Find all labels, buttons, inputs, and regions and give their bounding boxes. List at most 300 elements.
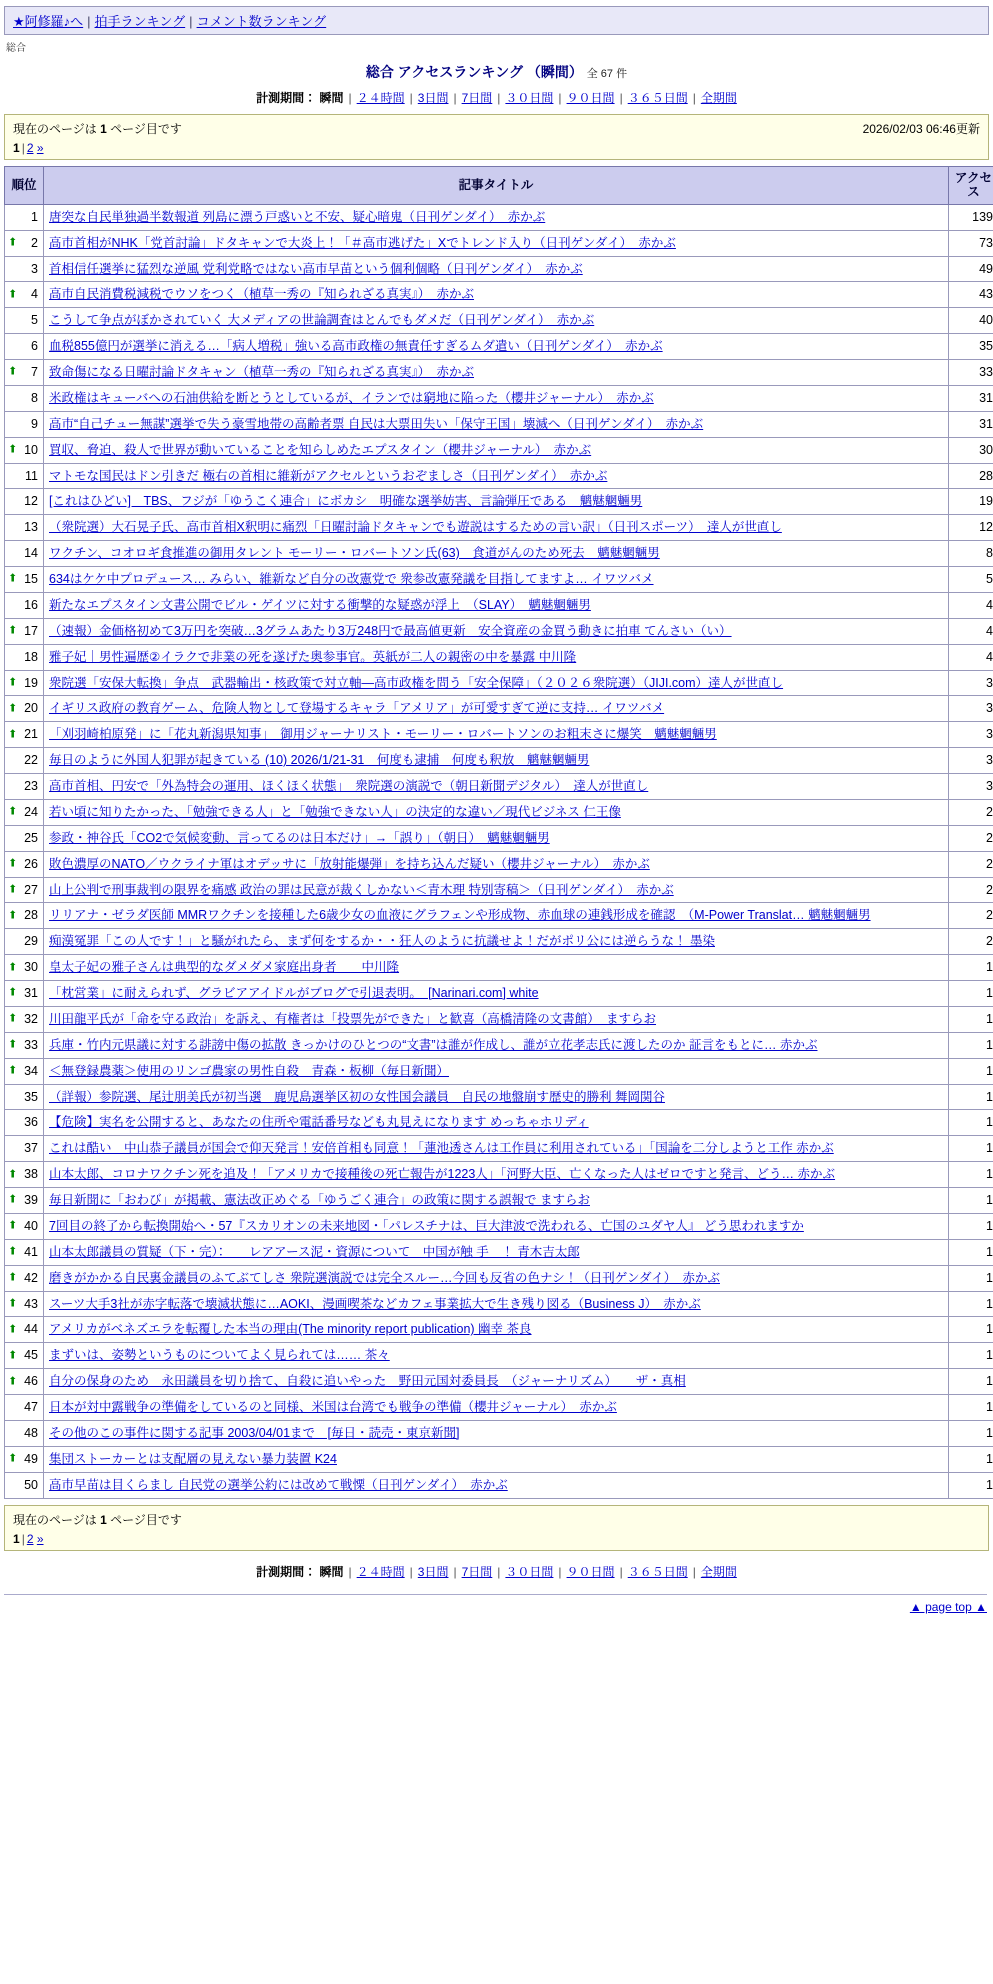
- article-link[interactable]: [これはひどい] TBS、フジが「ゆうこく連合」にボカシ 明確な選挙妨害、言論弾圧である 魑魅魍魎男: [49, 494, 643, 509]
- rank-cell: [5, 618, 44, 644]
- period-label: 計測期間：: [256, 91, 317, 105]
- article-link[interactable]: 高市首相、円安で「外為特会の運用、ほくほく状態」 衆院選の演説で（朝日新聞デジタル） 達人が世直し: [49, 779, 649, 793]
- access-count-cell: 19: [949, 489, 993, 515]
- nav-link-comment-ranking[interactable]: コメント数ランキング: [196, 14, 327, 29]
- article-link[interactable]: こうして争点がぼかされていく 大メディアの世論調査はとんでもダメだ（日刊ゲンダイ） 赤かぶ: [49, 313, 595, 328]
- breadcrumb: 総合: [6, 43, 26, 54]
- table-row: [5, 1472, 993, 1498]
- access-count-cell: 31: [949, 385, 993, 411]
- rank-up-arrow-icon: ⬆: [8, 1168, 18, 1181]
- rank-cell: [5, 463, 44, 489]
- top-navigation: [4, 6, 989, 35]
- title-cell: [44, 282, 949, 308]
- title-cell: [44, 437, 949, 463]
- article-link[interactable]: 「刈羽崎柏原発」に「花丸新潟県知事」 御用ジャーナリスト・モーリー・ロバートソンのお粗末さに爆笑 魑魅魍魎男: [49, 727, 717, 742]
- table-row: [5, 282, 993, 308]
- title-cell: [44, 877, 949, 903]
- rank-cell: [5, 929, 44, 955]
- rank-cell: [5, 1395, 44, 1421]
- table-row: [5, 541, 993, 567]
- table-row: [5, 1317, 993, 1343]
- access-count-cell: 28: [949, 463, 993, 489]
- access-count-cell: 2: [949, 799, 993, 825]
- page-info-number: 1: [100, 122, 107, 136]
- title-cell: [44, 256, 949, 282]
- table-row: [5, 618, 993, 644]
- article-link[interactable]: 痴漢冤罪「この人です！」と騒がれたら、まず何をするか・・狂人のように抗議せよ！だがポリ公には逆らうな！ 墨染: [49, 934, 715, 949]
- title-cell: [44, 360, 949, 386]
- article-link[interactable]: 高市“自己チュー無謀”選挙で失う豪雪地帯の高齢者票 自民は大票田失い「保守王国」壊滅へ（日刊ゲンダイ） 赤かぶ: [49, 416, 704, 431]
- table-row: [5, 1162, 993, 1188]
- rank-number: 34: [24, 1063, 38, 1078]
- title-cell: [44, 1058, 949, 1084]
- table-row: [5, 955, 993, 981]
- title-cell: [44, 618, 949, 644]
- table-row: [5, 1343, 993, 1369]
- title-cell: [44, 1395, 949, 1421]
- rank-number: 12: [24, 494, 38, 509]
- rank-number: 15: [24, 572, 38, 586]
- title-cell: [44, 1084, 949, 1110]
- rank-number: 14: [24, 546, 38, 561]
- rank-up-arrow-icon: ⬆: [8, 1452, 18, 1465]
- period-option-365d[interactable]: ３６５日間: [627, 91, 688, 105]
- table-row: [5, 1136, 993, 1162]
- article-link[interactable]: 参政・神谷氏「CO2で気候変動、言ってるのは日本だけ」→「誤り」（朝日） 魑魅魍魎男: [49, 830, 550, 845]
- article-link[interactable]: 集団ストーカーとは支配層の見えない暴力装置 K24: [49, 1451, 337, 1466]
- article-link[interactable]: 山上公判で刑事裁判の限界を痛感 政治の罪は民意が裁くしかない＜青木理 特別寄稿＞（日刊ゲンダイ） 赤かぶ: [49, 882, 674, 897]
- period-option-7d[interactable]: 7日間: [461, 91, 493, 105]
- article-link[interactable]: ワクチン、コオロギ食推進の御用タレント モーリー・ロバートソン氏(63) 食道がんのため死去 魑魅魍魎男: [49, 546, 660, 561]
- ranking-table-body: [5, 204, 993, 1498]
- rank-cell: [5, 799, 44, 825]
- article-link[interactable]: 【危険】実名を公開すると、あなたの住所や電話番号なども丸見えになります めっちゃホリディ: [49, 1115, 589, 1130]
- article-link[interactable]: 米政権はキューバへの石油供給を断とうとしているが、イランでは窮地に陥った（櫻井ジャーナル） 赤かぶ: [49, 390, 654, 405]
- period-option-selected[interactable]: 瞬間: [319, 91, 344, 105]
- access-count-cell: 2: [949, 877, 993, 903]
- page-top-bar: [4, 1594, 987, 1614]
- pager-bottom-page-2[interactable]: 2: [26, 1531, 34, 1546]
- rank-cell: [5, 1369, 44, 1395]
- rank-cell: [5, 1239, 44, 1265]
- rank-cell: [5, 851, 44, 877]
- rank-cell: [5, 981, 44, 1007]
- rank-cell: [5, 1317, 44, 1343]
- rank-cell: [5, 722, 44, 748]
- ranking-page: [0, 6, 993, 1614]
- article-link[interactable]: その他のこの事件に関する記事 2003/04/01まで [毎日・読売・東京新聞]: [49, 1425, 460, 1440]
- article-link[interactable]: マトモな国民はドン引きだ 極右の首相に維新がアクセルというおぞましさ（日刊ゲンダイ） 赤かぶ: [49, 468, 608, 483]
- article-link[interactable]: 買収、脅迫、殺人で世界が動いていることを知らしめたエプスタイン（櫻井ジャーナル） 赤かぶ: [49, 442, 592, 457]
- rank-up-arrow-icon: ⬆: [8, 624, 18, 637]
- access-count-cell: 31: [949, 411, 993, 437]
- access-count-cell: 2: [949, 929, 993, 955]
- table-row: [5, 1188, 993, 1214]
- rank-cell: [5, 1291, 44, 1317]
- table-row: [5, 877, 993, 903]
- article-link[interactable]: 新たなエプスタイン文書公開でビル・ゲイツに対する衝撃的な疑惑が浮上 （SLAY） 魑魅魍魎男: [49, 597, 591, 612]
- access-count-cell: 1: [949, 981, 993, 1007]
- access-count-cell: 139: [949, 204, 993, 230]
- table-row: [5, 851, 993, 877]
- rank-number: 2: [31, 235, 38, 250]
- rank-number: 42: [24, 1270, 38, 1285]
- access-count-cell: 35: [949, 334, 993, 360]
- table-row: [5, 1032, 993, 1058]
- article-link[interactable]: 高市首相がNHK「党首討論」ドタキャンで大炎上！「＃高市逃げた」Xでトレンド入り（日刊ゲンダイ） 赤かぶ: [49, 235, 676, 250]
- article-link[interactable]: 7回目の終了から転換開始へ・57『スカリオンの未来地図・「パレスチナは、巨大津波で洗われる、亡国のユダヤ人』 どう思われますか: [49, 1218, 804, 1233]
- access-count-cell: 1: [949, 955, 993, 981]
- table-row: [5, 360, 993, 386]
- rank-number: 46: [24, 1374, 38, 1389]
- title-cell: [44, 1446, 949, 1472]
- period-option-all-bottom[interactable]: 全期間: [700, 1564, 737, 1579]
- rank-cell: [5, 385, 44, 411]
- rank-up-arrow-icon: ⬆: [8, 1038, 18, 1051]
- title-cell: [44, 308, 949, 334]
- nav-link-clap-ranking[interactable]: 拍手ランキング: [94, 14, 186, 29]
- article-link[interactable]: 敗色濃厚のNATO／ウクライナ軍はオデッサに「放射能爆弾」を持ち込んだ疑い（櫻井ジャーナル） 赤かぶ: [49, 856, 650, 871]
- article-link[interactable]: 唐突な自民単独過半数報道 列島に漂う戸惑いと不安、疑心暗鬼（日刊ゲンダイ） 赤かぶ: [49, 209, 546, 224]
- rank-number: 22: [24, 753, 38, 768]
- rank-number: 20: [24, 701, 38, 716]
- pager-bottom: [13, 1532, 980, 1546]
- rank-number: 31: [24, 986, 38, 1000]
- page-info-suffix: ページ目です: [110, 122, 182, 136]
- article-link[interactable]: 毎日のように外国人犯罪が起きている (10) 2026/1/21-31 何度も逮捕 何度も釈放 魑魅魍魎男: [49, 753, 590, 768]
- title-cell: [44, 670, 949, 696]
- article-link[interactable]: 雅子妃｜男性遍歴②イラクで非業の死を遂げた奥参事官。英紙が二人の親密の中を暴露 中川隆: [49, 649, 577, 664]
- period-option-24h[interactable]: ２４時間: [356, 91, 405, 105]
- article-link[interactable]: 血税855億円が選挙に消える…「病人増税」強いる高市政権の無責任すぎるムダ遣い（日刊ゲンダイ） 赤かぶ: [49, 339, 663, 354]
- period-option-30d-bottom[interactable]: ３０日間: [505, 1564, 554, 1579]
- rank-up-arrow-icon: ⬆: [8, 961, 18, 974]
- rank-cell: [5, 1162, 44, 1188]
- rank-number: 1: [31, 209, 38, 224]
- table-row: [5, 385, 993, 411]
- page-info-bottom: [4, 1505, 989, 1551]
- access-count-cell: 1: [949, 1136, 993, 1162]
- rank-number: 13: [24, 520, 38, 535]
- rank-cell: [5, 696, 44, 722]
- rank-cell: [5, 489, 44, 515]
- title-cell: [44, 774, 949, 800]
- title-cell: [44, 1188, 949, 1214]
- article-link[interactable]: ＜無登録農薬＞使用のリンゴ農家の男性自殺 青森・板柳（毎日新聞）: [49, 1063, 450, 1078]
- rank-cell: [5, 1213, 44, 1239]
- access-count-cell: 73: [949, 230, 993, 256]
- pager-bottom-separator: |: [21, 1531, 25, 1546]
- article-link[interactable]: 山本太郎議員の質疑（下・完）： レアアース泥・資源について 中国が触 手 ！ 青木吉太郎: [49, 1244, 580, 1259]
- title-cell: [44, 1265, 949, 1291]
- rank-cell: [5, 1472, 44, 1498]
- rank-number: 23: [24, 779, 38, 793]
- updated-timestamp: 2026/02/03 06:46更新: [862, 122, 980, 136]
- period-bar-b6: |: [619, 1564, 623, 1579]
- title-cell: [44, 696, 949, 722]
- page-info-top: [4, 114, 989, 160]
- access-count-cell: 1: [949, 1084, 993, 1110]
- rank-up-arrow-icon: ⬆: [8, 443, 18, 456]
- access-count-cell: 40: [949, 308, 993, 334]
- period-bar-b2: |: [409, 1564, 413, 1579]
- rank-number: 5: [31, 313, 38, 328]
- article-link[interactable]: 日本が対中露戦争の準備をしているのと同様、米国は台湾でも戦争の準備（櫻井ジャーナル） 赤かぶ: [49, 1400, 617, 1414]
- rank-cell: [5, 644, 44, 670]
- title-cell: [44, 1213, 949, 1239]
- nav-link-home[interactable]: ★阿修羅♪へ: [13, 14, 84, 29]
- table-row: [5, 774, 993, 800]
- period-bar-b5: |: [558, 1564, 562, 1579]
- table-row: [5, 1420, 993, 1446]
- rank-number: 4: [31, 287, 38, 302]
- period-option-90d-bottom[interactable]: ９０日間: [566, 1564, 615, 1579]
- rank-cell: [5, 282, 44, 308]
- rank-up-arrow-icon: ⬆: [8, 805, 18, 818]
- article-link[interactable]: リリアナ・ゼラダ医師 MMRワクチンを接種した6歳少女の血液にグラフェンや形成物、赤血球の連銭形成を確認 （M-Power Translat… 魑魅魍魎男: [49, 908, 871, 923]
- title-cell: [44, 567, 949, 593]
- title-cell: [44, 955, 949, 981]
- page-info-prefix: 現在のページは: [13, 122, 97, 136]
- rank-number: 6: [31, 339, 38, 354]
- rank-up-arrow-icon: ⬆: [8, 288, 18, 301]
- title-cell: [44, 334, 949, 360]
- rank-number: 29: [24, 934, 38, 949]
- article-link[interactable]: まずいは、姿勢というものについてよく見られては…… 茶々: [49, 1348, 390, 1363]
- title-cell: [44, 722, 949, 748]
- access-count-cell: 1: [949, 1110, 993, 1136]
- rank-up-arrow-icon: ⬆: [8, 1323, 18, 1336]
- table-row: [5, 1058, 993, 1084]
- page-info-bottom-number: 1: [100, 1512, 107, 1527]
- period-option-7d-bottom[interactable]: 7日間: [461, 1564, 493, 1579]
- rank-cell: [5, 1032, 44, 1058]
- rank-up-arrow-icon: ⬆: [8, 1193, 18, 1206]
- article-link[interactable]: 川田龍平氏が「命を守る政治」を訴え、有権者は「投票先ができた」と歓喜（高橋清隆の文書館） ますらお: [49, 1011, 657, 1026]
- rank-cell: [5, 360, 44, 386]
- rank-up-arrow-icon: ⬆: [8, 676, 18, 689]
- rank-cell: [5, 256, 44, 282]
- table-row: [5, 929, 993, 955]
- period-selector-bottom: [0, 1563, 993, 1580]
- access-count-cell: 1: [949, 1213, 993, 1239]
- period-option-365d-bottom[interactable]: ３６５日間: [627, 1564, 688, 1579]
- table-row: [5, 1084, 993, 1110]
- rank-number: 27: [24, 882, 38, 897]
- pager-next[interactable]: »: [36, 141, 44, 155]
- access-count-cell: 33: [949, 360, 993, 386]
- access-count-cell: 8: [949, 541, 993, 567]
- title-cell: [44, 1032, 949, 1058]
- access-count-cell: 1: [949, 1291, 993, 1317]
- rank-number: 26: [24, 856, 38, 871]
- period-option-3d[interactable]: 3日間: [417, 91, 449, 105]
- article-link[interactable]: アメリカがベネズエラを転覆した本当の理由(The minority report publication) 幽幸 茶良: [49, 1322, 532, 1337]
- rank-number: 40: [24, 1218, 38, 1233]
- rank-cell: [5, 1006, 44, 1032]
- pager-page-2[interactable]: 2: [26, 141, 34, 155]
- table-row: [5, 411, 993, 437]
- article-link[interactable]: （詳報）参院選、尾辻朋美氏が初当選 鹿児島選挙区初の女性国会議員 自民の地盤崩す歴史的勝利 舞岡関谷: [49, 1089, 665, 1104]
- title-cell: [44, 929, 949, 955]
- rank-cell: [5, 825, 44, 851]
- article-link[interactable]: 致命傷になる日曜討論ドタキャン（植草一秀の『知られざる真実』） 赤かぶ: [49, 365, 475, 379]
- access-count-cell: 30: [949, 437, 993, 463]
- rank-up-arrow-icon: ⬆: [8, 986, 18, 999]
- access-count-cell: 1: [949, 1446, 993, 1472]
- table-row: [5, 722, 993, 748]
- rank-number: 47: [24, 1400, 38, 1414]
- rank-cell: [5, 592, 44, 618]
- rank-up-arrow-icon: ⬆: [8, 857, 18, 870]
- rank-number: 38: [24, 1167, 38, 1182]
- article-link[interactable]: 高市早苗は目くらまし 自民党の選挙公約には改めて戦慄（日刊ゲンダイ） 赤かぶ: [49, 1477, 508, 1492]
- period-bar-5: |: [558, 91, 562, 105]
- rank-cell: [5, 1136, 44, 1162]
- pager-separator: |: [21, 141, 25, 155]
- rank-number: 9: [31, 416, 38, 431]
- access-count-cell: 1: [949, 1162, 993, 1188]
- title-cell: [44, 1369, 949, 1395]
- table-row: [5, 1369, 993, 1395]
- period-bar-4: |: [497, 91, 501, 105]
- table-row: [5, 463, 993, 489]
- table-row: [5, 1446, 993, 1472]
- access-count-cell: 3: [949, 774, 993, 800]
- title-cell: [44, 1291, 949, 1317]
- rank-up-arrow-icon: ⬆: [8, 1219, 18, 1232]
- article-link[interactable]: これは酷い 中山恭子議員が国会で仰天発言！安倍首相も同意！「蓮池透さんは工作員に利用されている」「国論を二分しようと工作 赤かぶ: [49, 1141, 834, 1156]
- article-link[interactable]: 衆院選「安保大転換」争点 武器輸出・核政策で対立軸—高市政権を問う「安全保障」（２０２６衆院選）（JIJI.com）達人が世直し: [49, 675, 784, 690]
- title-cell: [44, 748, 949, 774]
- period-option-90d[interactable]: ９０日間: [566, 91, 615, 105]
- table-row: [5, 308, 993, 334]
- rank-cell: [5, 567, 44, 593]
- table-row: [5, 1291, 993, 1317]
- period-bar-6: |: [619, 91, 623, 105]
- period-option-24h-bottom[interactable]: ２４時間: [356, 1564, 405, 1579]
- title-cell: [44, 411, 949, 437]
- access-count-cell: 1: [949, 1032, 993, 1058]
- period-bar-3: |: [453, 91, 457, 105]
- period-option-3d-bottom[interactable]: 3日間: [417, 1564, 449, 1579]
- access-count-cell: 1: [949, 1369, 993, 1395]
- access-count-cell: 4: [949, 618, 993, 644]
- rank-number: 43: [24, 1296, 38, 1311]
- rank-number: 19: [24, 675, 38, 690]
- rank-number: 16: [24, 597, 38, 612]
- article-link[interactable]: 若い頃に知りたかった、「勉強できる人」と「勉強できない人」の決定的な違い／現代ビジネス 仁王像: [49, 804, 621, 819]
- rank-up-arrow-icon: ⬆: [8, 572, 18, 585]
- table-row: [5, 696, 993, 722]
- table-row: [5, 981, 993, 1007]
- period-label-bottom: 計測期間：: [256, 1564, 317, 1579]
- rank-up-arrow-icon: ⬆: [8, 1012, 18, 1025]
- article-link[interactable]: （衆院選）大石晃子氏、高市首相X釈明に痛烈「日曜討論ドタキャンでも遊説はするための言い訳」（日刊スポーツ） 達人が世直し: [49, 520, 782, 535]
- title-cell: [44, 1136, 949, 1162]
- article-link[interactable]: イギリス政府の教育ゲーム、危険人物として登場するキャラ「アメリア」が可愛すぎて逆に支持… イワツバメ: [49, 701, 665, 716]
- pager-bottom-next[interactable]: »: [36, 1531, 44, 1546]
- article-link[interactable]: 「枕営業」に耐えられず、グラビアアイドルがブログで引退表明。 [Narinari.com] white: [49, 986, 539, 1000]
- rank-number: 32: [24, 1011, 38, 1026]
- rank-number: 33: [24, 1037, 38, 1052]
- access-count-cell: 2: [949, 851, 993, 877]
- access-count-cell: 3: [949, 670, 993, 696]
- access-count-cell: 3: [949, 748, 993, 774]
- article-link[interactable]: 634はケケ中プロデュース… みらい、維新など自分の改憲党で 衆参改憲発議を目指してますよ… イワツバメ: [49, 572, 654, 586]
- period-option-30d[interactable]: ３０日間: [505, 91, 554, 105]
- rank-number: 49: [24, 1451, 38, 1466]
- article-link[interactable]: 高市自民消費税減税でウソをつく（植草一秀の『知られざる真実』） 赤かぶ: [49, 287, 475, 302]
- rank-cell: [5, 903, 44, 929]
- period-bar-1: |: [348, 91, 352, 105]
- rank-number: 25: [24, 830, 38, 845]
- rank-number: 35: [24, 1089, 38, 1104]
- title-cell: [44, 204, 949, 230]
- table-row: [5, 489, 993, 515]
- access-count-cell: 4: [949, 592, 993, 618]
- title-cell: [44, 515, 949, 541]
- table-row: [5, 825, 993, 851]
- rank-number: 11: [25, 468, 38, 483]
- rank-number: 44: [24, 1322, 38, 1337]
- table-row: [5, 1110, 993, 1136]
- article-link[interactable]: 首相信任選挙に猛烈な逆風 党利党略ではない高市早苗という個利個略（日刊ゲンダイ） 赤かぶ: [49, 261, 583, 276]
- column-header-title: 記事タイトル: [44, 167, 949, 205]
- rank-cell: [5, 1058, 44, 1084]
- period-bar-2: |: [409, 91, 413, 105]
- period-option-selected-bottom[interactable]: 瞬間: [319, 1564, 344, 1579]
- rank-number: 30: [24, 960, 38, 975]
- title-cell: [44, 489, 949, 515]
- article-link[interactable]: 磨きがかかる自民裏金議員のふてぶてしさ 衆院選演説では完全スルー…今回も反省の色ナシ！（日刊ゲンダイ） 赤かぶ: [49, 1270, 720, 1285]
- rank-cell: [5, 1188, 44, 1214]
- rank-cell: [5, 774, 44, 800]
- rank-number: 39: [24, 1193, 38, 1207]
- article-link[interactable]: 毎日新聞に「おわび」が掲載、憲法改正めぐる「ゆうごく連合」の政策に関する誤報で ますらお: [49, 1193, 590, 1207]
- article-link[interactable]: 山本太郎、コロナワクチン死を追及！「アメリカで接種後の死亡報告が1223人」「河野大臣、亡くなった人はゼロですと発言、どう… 赤かぶ: [49, 1167, 836, 1182]
- period-option-all[interactable]: 全期間: [700, 91, 737, 105]
- article-link[interactable]: 皇太子妃の雅子さんは典型的なダメダメ家庭出身者 中川隆: [49, 960, 400, 975]
- article-link[interactable]: 自分の保身のため 永田議員を切り捨て、自殺に追いやった 野田元国対委員長 （ジャーナリズム） ザ・真相: [49, 1374, 686, 1389]
- rank-cell: [5, 515, 44, 541]
- rank-number: 17: [24, 623, 38, 638]
- rank-cell: [5, 748, 44, 774]
- title-cell: [44, 1472, 949, 1498]
- access-count-cell: 1: [949, 1395, 993, 1421]
- article-link[interactable]: スーツ大手3社が赤字転落で壊滅状態に…AOKI、漫画喫茶などカフェ事業拡大で生き残り図る（Business J） 赤かぶ: [49, 1296, 701, 1311]
- rank-number: 3: [31, 261, 38, 276]
- rank-cell: [5, 437, 44, 463]
- article-link[interactable]: （速報）金価格初めて3万円を突破…3グラムあたり3万248円で最高値更新 安全資産の金買う動きに拍車 てんさい（い）: [49, 623, 732, 638]
- title-cell: [44, 592, 949, 618]
- article-link[interactable]: 兵庫・竹内元県議に対する誹謗中傷の拡散 きっかけのひとつの“文書”は誰が作成し、誰が立花孝志氏に渡したのか 証言をもとに… 赤かぶ: [49, 1037, 818, 1052]
- table-row: [5, 230, 993, 256]
- rank-cell: [5, 308, 44, 334]
- rank-up-arrow-icon: ⬆: [8, 909, 18, 922]
- access-count-cell: 2: [949, 903, 993, 929]
- rank-cell: [5, 877, 44, 903]
- title-cell: [44, 1317, 949, 1343]
- period-bar-b3: |: [453, 1564, 457, 1579]
- rank-number: 24: [24, 804, 38, 819]
- period-bar-b4: |: [497, 1564, 501, 1579]
- pager-top: [13, 141, 980, 155]
- title-cell: [44, 541, 949, 567]
- access-count-cell: 1: [949, 1317, 993, 1343]
- nav-separator-1: |: [87, 14, 91, 29]
- page-top-link[interactable]: ▲ page top ▲: [909, 1599, 987, 1614]
